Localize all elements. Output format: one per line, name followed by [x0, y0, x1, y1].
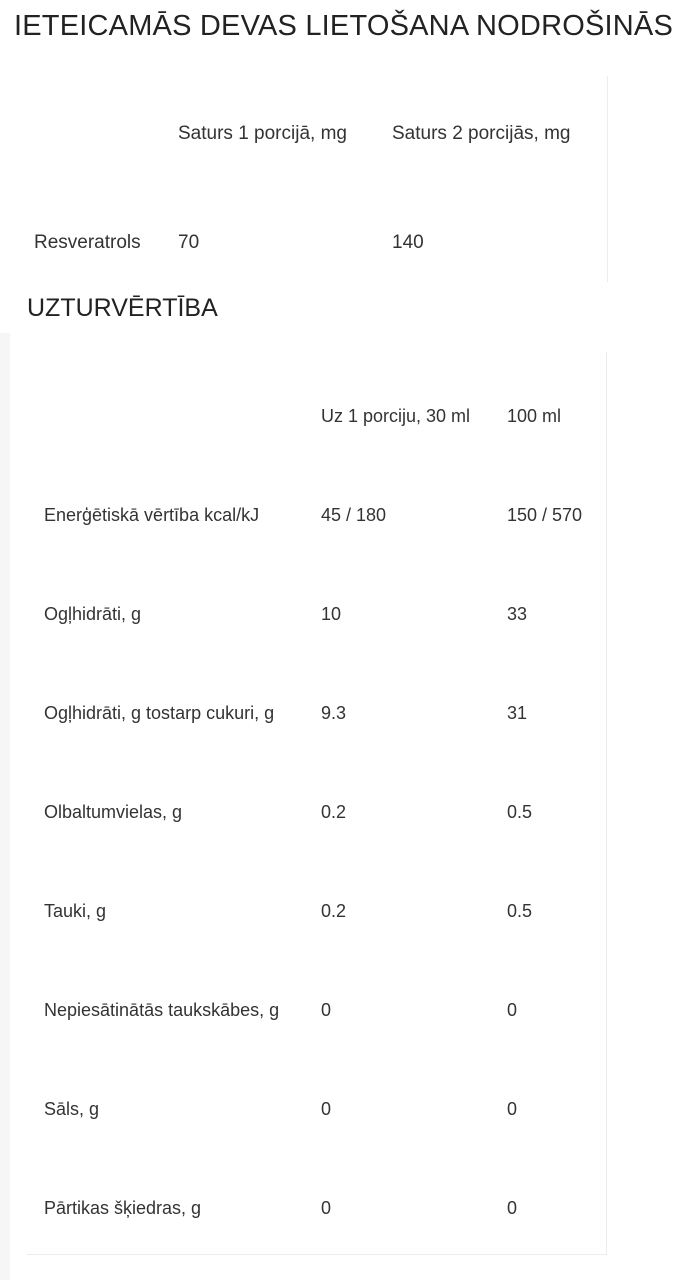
nutrient-name: Pārtikas šķiedras, g — [44, 1198, 202, 1218]
nutrient-per-100ml: 33 — [507, 604, 528, 624]
table-row — [27, 469, 606, 568]
dosage-row-label: Resveratrols — [34, 232, 141, 253]
table-row — [27, 568, 606, 667]
nutrient-name: Ogļhidrāti, g — [44, 604, 142, 624]
nutrient-per-portion: 0 — [321, 1198, 332, 1218]
nutrient-per-100ml: 0.5 — [507, 802, 533, 822]
left-edge-strip — [0, 333, 10, 1280]
nutrient-per-portion: 0 — [321, 1099, 332, 1119]
table-row — [27, 1162, 606, 1261]
nutrition-heading: UZTURVĒRTĪBA — [27, 294, 218, 322]
nutrient-per-portion: 9.3 — [321, 703, 347, 723]
nutrient-per-portion: 45 / 180 — [321, 505, 387, 525]
nutrient-name: Sāls, g — [44, 1099, 100, 1119]
nutrient-per-100ml: 31 — [507, 703, 528, 723]
nutrient-per-100ml: 150 / 570 — [507, 505, 583, 525]
nutrition-header-row — [27, 370, 606, 469]
nutrient-per-100ml: 0 — [507, 1198, 518, 1218]
dosage-column-header: Saturs 2 porcijās, mg — [392, 123, 571, 144]
nutrient-per-100ml: 0.5 — [507, 901, 533, 921]
dosage-cell: 140 — [392, 232, 424, 253]
nutrient-name: Olbaltumvielas, g — [44, 802, 183, 822]
nutrient-per-100ml: 0 — [507, 1000, 518, 1020]
nutrient-per-portion: 0 — [321, 1000, 332, 1020]
nutrition-column-header: 100 ml — [507, 406, 562, 426]
table-row — [27, 1063, 606, 1162]
dosage-heading: IETEICAMĀS DEVAS LIETOŠANA NODROŠINĀS — [14, 10, 673, 42]
nutrient-per-portion: 10 — [321, 604, 342, 624]
table-row — [27, 865, 606, 964]
nutrient-name: Nepiesātinātās taukskābes, g — [44, 1000, 280, 1020]
dosage-cell: 70 — [178, 232, 200, 253]
table-row — [27, 667, 606, 766]
nutrient-name: Ogļhidrāti, g tostarp cukuri, g — [44, 703, 275, 723]
dosage-table — [27, 76, 608, 282]
nutrient-per-portion: 0.2 — [321, 901, 347, 921]
table-row — [27, 766, 606, 865]
nutrient-per-portion: 0.2 — [321, 802, 347, 822]
nutrient-name: Enerģētiskā vērtība kcal/kJ — [44, 505, 260, 525]
dosage-column-header: Saturs 1 porcijā, mg — [178, 123, 347, 144]
nutrition-table — [27, 352, 607, 1255]
nutrient-name: Tauki, g — [44, 901, 107, 921]
table-row — [27, 964, 606, 1063]
nutrient-per-100ml: 0 — [507, 1099, 518, 1119]
nutrition-column-header: Uz 1 porciju, 30 ml — [321, 406, 471, 426]
